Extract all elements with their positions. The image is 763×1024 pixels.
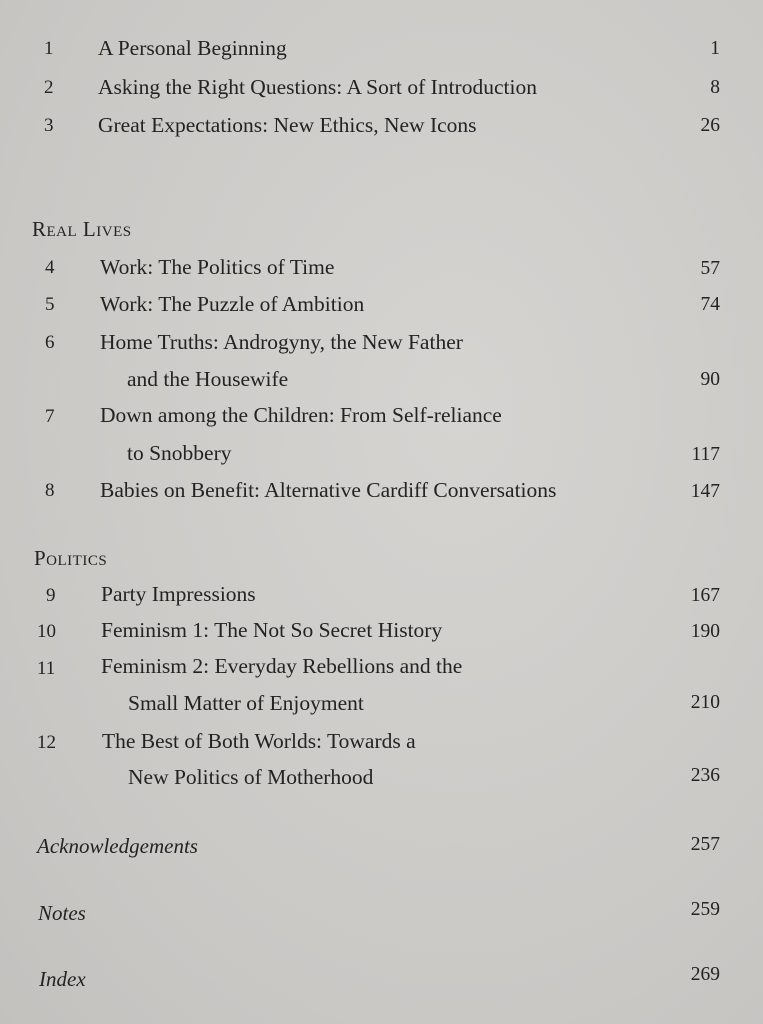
chapter-number: 7 (45, 406, 55, 427)
chapter-title: Babies on Benefit: Alternative Cardiff Conversations (100, 478, 557, 502)
chapter-title-continued: and the Housewife (127, 367, 289, 391)
chapter-title: Asking the Right Questions: A Sort of Introduction (98, 75, 537, 99)
chapter-number: 2 (44, 77, 54, 98)
chapter-title-continued: Small Matter of Enjoyment (128, 691, 364, 715)
chapter-number: 12 (37, 732, 56, 753)
chapter-title: A Personal Beginning (98, 36, 287, 60)
page-number: 259 (690, 899, 720, 920)
back-matter-title: Notes (38, 901, 86, 925)
chapter-number: 9 (46, 585, 56, 606)
chapter-number: 11 (37, 658, 56, 679)
page-number: 167 (690, 585, 720, 606)
section-heading-real-lives: Real Lives (32, 217, 132, 241)
back-matter-title: Index (39, 967, 86, 991)
chapter-number: 10 (37, 621, 56, 642)
section-heading-politics: Politics (34, 546, 108, 570)
chapter-number: 6 (45, 332, 55, 353)
chapter-title: Great Expectations: New Ethics, New Icons (98, 113, 477, 137)
chapter-number: 5 (45, 294, 55, 315)
back-matter-title: Acknowledgements (37, 834, 198, 858)
page-number: 1 (710, 38, 720, 59)
chapter-title: Work: The Politics of Time (100, 255, 335, 279)
chapter-title: Party Impressions (101, 582, 256, 606)
chapter-number: 8 (45, 480, 55, 501)
page-number: 190 (690, 621, 720, 642)
page-number: 269 (690, 964, 720, 985)
page-number: 117 (691, 444, 720, 465)
chapter-title-continued: to Snobbery (127, 441, 232, 465)
page-number: 90 (700, 369, 720, 390)
chapter-title: Feminism 1: The Not So Secret History (101, 618, 443, 642)
page-number: 257 (690, 834, 720, 855)
chapter-title: The Best of Both Worlds: Towards a (102, 729, 416, 753)
page-number: 210 (690, 692, 720, 713)
page-number: 8 (710, 77, 720, 98)
chapter-title: Work: The Puzzle of Ambition (100, 292, 365, 316)
page-number: 74 (700, 294, 720, 315)
chapter-number: 3 (44, 115, 54, 136)
chapter-title: Down among the Children: From Self-reliance (100, 403, 502, 427)
page-number: 26 (700, 115, 720, 136)
page-number: 236 (690, 765, 720, 786)
chapter-title: Feminism 2: Everyday Rebellions and the (101, 654, 463, 678)
chapter-number: 4 (45, 257, 55, 278)
chapter-title-continued: New Politics of Motherhood (128, 765, 374, 789)
page-number: 147 (690, 481, 720, 502)
chapter-title: Home Truths: Androgyny, the New Father (100, 330, 463, 354)
page-number: 57 (700, 258, 720, 279)
chapter-number: 1 (44, 38, 54, 59)
